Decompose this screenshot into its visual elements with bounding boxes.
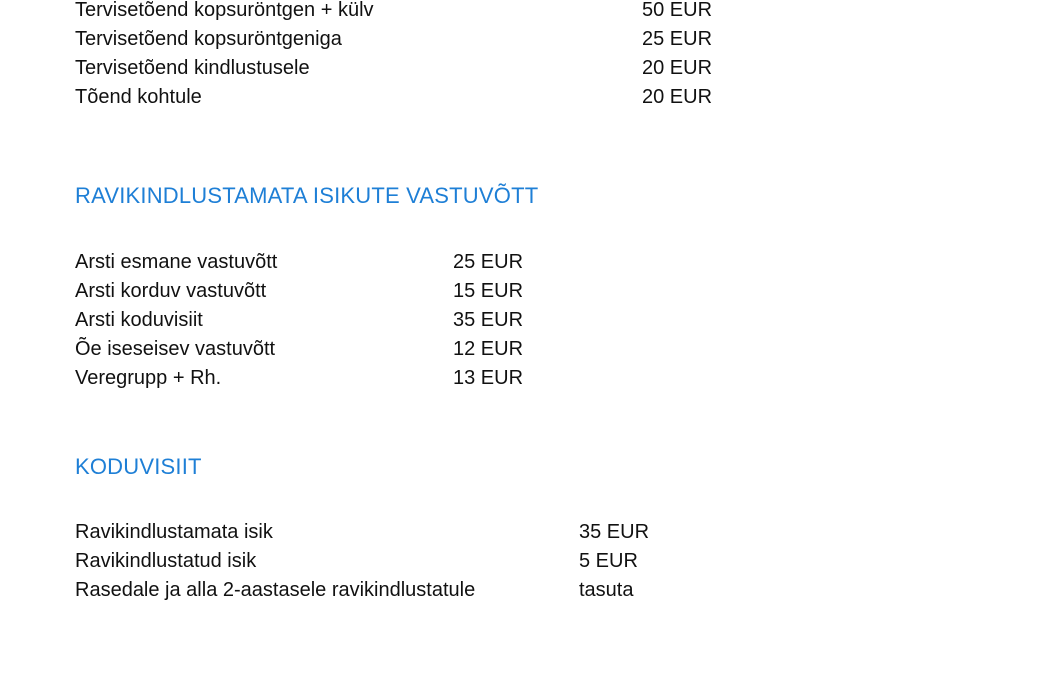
price-row-label: Tervisetõend kopsuröntgeniga [75, 28, 342, 50]
price-row-value: 5 EUR [579, 550, 638, 572]
section-heading-uninsured: RAVIKINDLUSTAMATA ISIKUTE VASTUVÕTT [75, 183, 539, 208]
price-row-value: 13 EUR [453, 367, 524, 389]
price-row-label: Ravikindlustamata isik [75, 521, 273, 543]
price-row-value: 35 EUR [453, 309, 524, 331]
price-row-value: 25 EUR [642, 28, 713, 50]
price-row-label: Tõend kohtule [75, 86, 202, 108]
price-row-value: 12 EUR [453, 338, 524, 360]
price-row-label: Tervisetõend kindlustusele [75, 57, 310, 79]
price-row-label: Õe iseseisev vastuvõtt [75, 338, 276, 360]
price-row-label: Veregrupp + Rh. [75, 367, 222, 389]
price-row-value: tasuta [579, 579, 634, 601]
price-row-label: Rasedale ja alla 2-aastasele ravikindlustatule [75, 579, 476, 601]
price-row-value: 25 EUR [453, 251, 524, 273]
price-row-label: Arsti esmane vastuvõtt [75, 251, 278, 273]
section-heading-home-visit: KODUVISIIT [75, 454, 202, 479]
price-row-label: Arsti korduv vastuvõtt [75, 280, 267, 302]
price-row-value: 50 EUR [642, 0, 713, 21]
price-row-label: Tervisetõend kopsuröntgen + külv [75, 0, 374, 21]
price-row-label: Ravikindlustatud isik [75, 550, 257, 572]
price-row-value: 20 EUR [642, 86, 713, 108]
price-row-value: 35 EUR [579, 521, 650, 543]
price-row-value: 15 EUR [453, 280, 524, 302]
price-row-label: Arsti koduvisiit [75, 309, 203, 331]
price-row-value: 20 EUR [642, 57, 713, 79]
